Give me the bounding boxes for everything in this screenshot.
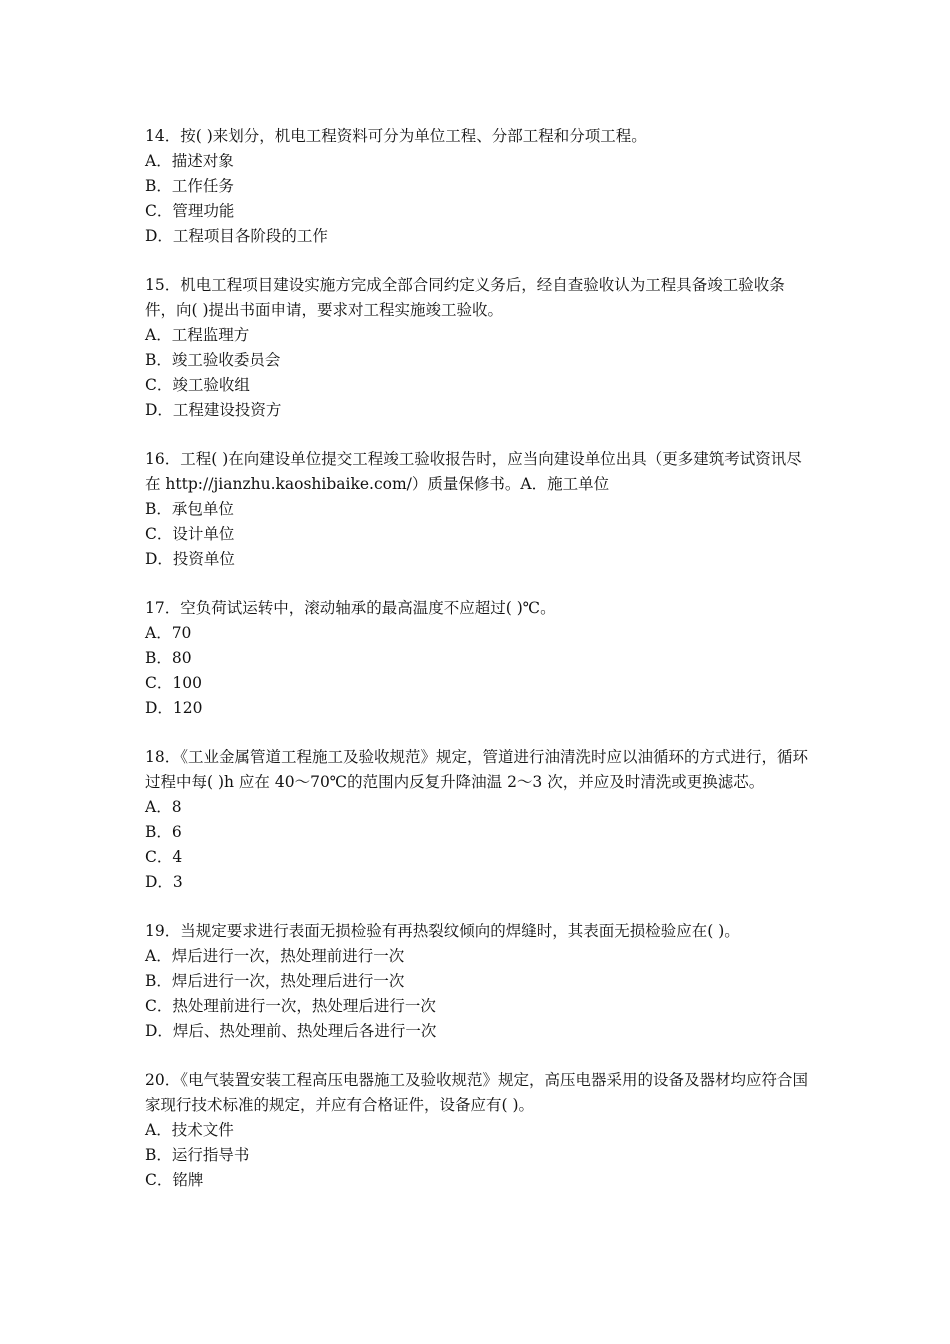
option-b: B．6 [145,823,182,841]
question-14 [145,124,815,249]
question-stem: 17．空负荷试运转中，滚动轴承的最高温度不应超过( )℃。 [145,599,556,617]
option-d: D．3 [145,873,183,891]
question-stem: 14．按( )来划分，机电工程资料可分为单位工程、分部工程和分项工程。 [145,127,647,145]
option-b: B．80 [145,649,192,667]
question-stem: 15．机电工程项目建设实施方完成全部合同约定义务后，经自查验收认为工程具备竣工验收条件，向( )提出书面申请，要求对工程实施竣工验收。 [145,276,785,319]
option-a: A．技术文件 [145,1121,234,1139]
question-19 [145,919,815,1044]
option-c: C．4 [145,848,183,866]
question-stem: 20．《电气装置安装工程高压电器施工及验收规范》规定，高压电器采用的设备及器材均应符合国家现行技术标准的规定，并应有合格证件，设备应有( )。 [145,1071,808,1114]
option-c: C．热处理前进行一次，热处理后进行一次 [145,997,436,1015]
question-17 [145,596,815,721]
option-b: B．竣工验收委员会 [145,351,281,369]
option-c: C．竣工验收组 [145,376,250,394]
option-d: D．工程项目各阶段的工作 [145,227,328,245]
question-18 [145,745,815,895]
option-c: C．管理功能 [145,202,235,220]
option-d: D．工程建设投资方 [145,401,282,419]
option-a: A．70 [145,624,192,642]
option-b: B．焊后进行一次，热处理后进行一次 [145,972,405,990]
question-15 [145,273,815,423]
option-c: C．100 [145,674,202,692]
question-20 [145,1068,815,1193]
option-c: C．设计单位 [145,525,235,543]
question-stem: 16．工程( )在向建设单位提交工程竣工验收报告时，应当向建设单位出具（更多建筑考试资讯尽在 http://jianzhu.kaoshibaike.com/）质量保修书。A．施工单位 [145,450,802,493]
option-c: C．铭牌 [145,1171,204,1189]
option-a: A．工程监理方 [145,326,250,344]
option-d: D．120 [145,699,203,717]
option-d: D．投资单位 [145,550,235,568]
option-a: A．焊后进行一次，热处理前进行一次 [145,947,405,965]
option-a: A．描述对象 [145,152,234,170]
option-a: A．8 [145,798,182,816]
option-b: B．运行指导书 [145,1146,250,1164]
option-b: B．工作任务 [145,177,234,195]
option-d: D．焊后、热处理前、热处理后各进行一次 [145,1022,437,1040]
option-b: B．承包单位 [145,500,234,518]
question-16 [145,447,815,572]
question-stem: 18．《工业金属管道工程施工及验收规范》规定，管道进行油清洗时应以油循环的方式进行，循环过程中每( )h 应在 40～70℃的范围内反复升降油温 2～3 次，并应及时清洗或更换滤芯。 [145,748,808,791]
question-stem: 19．当规定要求进行表面无损检验有再热裂纹倾向的焊缝时，其表面无损检验应在( )。 [145,922,740,940]
question-list [145,124,815,1217]
